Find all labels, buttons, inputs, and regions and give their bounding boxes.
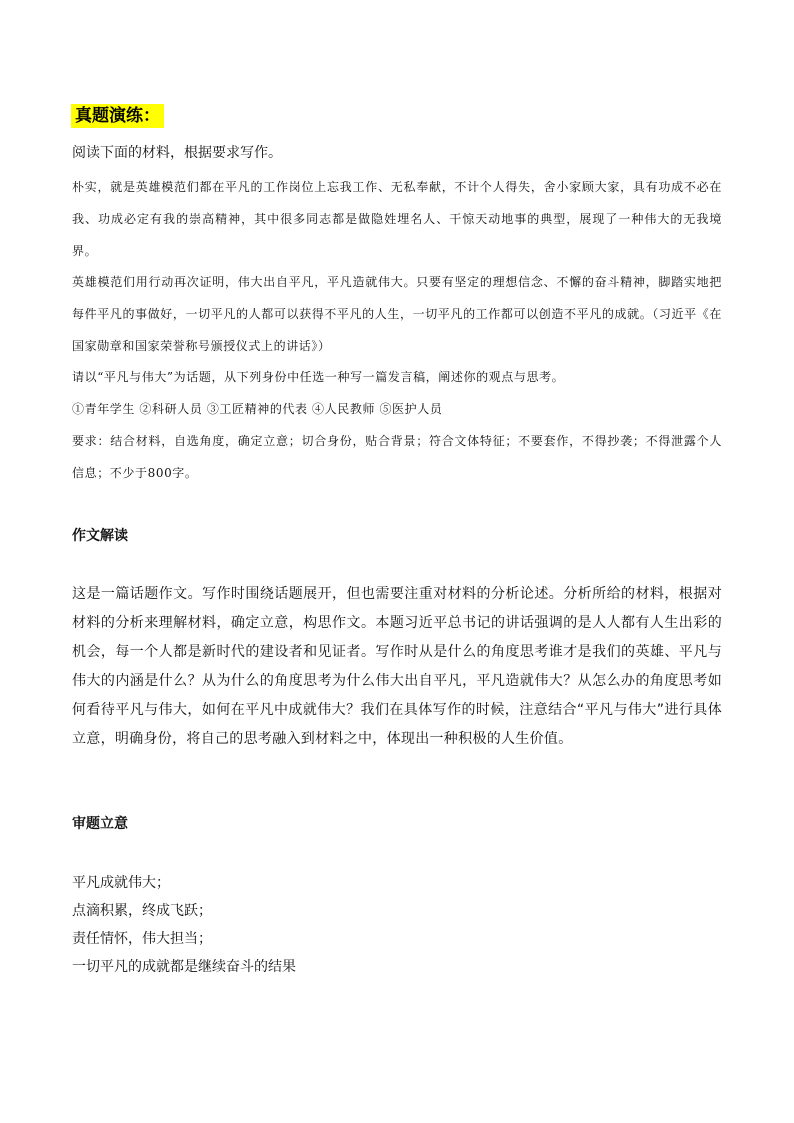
list-item: 一切平凡的成就都是继续奋斗的结果: [72, 959, 296, 975]
list-item: 点滴积累，终成飞跃；: [72, 903, 212, 919]
role-options: ①青年学生 ②科研人员 ③工匠精神的代表 ④人民教师 ⑤医护人员: [72, 402, 443, 416]
intro-instruction: 阅读下面的材料，根据要求写作。: [72, 145, 282, 161]
section-title-theme: 审题立意: [72, 816, 128, 832]
analysis-paragraph: 这是一篇话题作文。写作时围绕话题展开，但也需要注重对材料的分析论述。分析所给的材料，根据对材料的分析来理解材料，确定立意，构思作文。本题习近平总书记的讲话强调的是人人都有人生出彩的机会，每一个人都是新时代的建设者和见证者。写作时从是什么的角度思考谁才是我们的英雄、平凡与伟大的内涵是什么？从为什么的角度思考为什么伟大出自平凡，平凡造就伟大？从怎么办的角度思考如何看待平凡与伟大，如何在平凡中成就伟大？我们在具体写作的时候，注意结合“平凡与伟大”进行具体立意，明确身份，将自己的思考融入到材料之中，体现出一种积极的人生价值。: [72, 586, 722, 747]
material-paragraph-2: 英雄模范们用行动再次证明，伟大出自平凡，平凡造就伟大。只要有坚定的理想信念、不懈的奋斗精神，脚踏实地把每件平凡的事做好，一切平凡的人都可以获得不平凡的人生，一切平凡的工作都可以创造不平凡的成就。（习近平《在国家勋章和国家荣誉称号颁授仪式上的讲话》）: [72, 275, 722, 353]
theme-points-list: [72, 869, 296, 981]
material-paragraph-1: 朴实，就是英雄模范们都在平凡的工作岗位上忘我工作、无私奉献，不计个人得失，舍小家顾大家，具有功成不必在我、功成必定有我的崇高精神，其中很多同志都是做隐姓埋名人、干惊天动地事的典型，展现了一种伟大的无我境界。: [72, 180, 722, 258]
list-item: 责任情怀，伟大担当；: [72, 931, 212, 947]
writing-task: 请以“平凡与伟大”为话题，从下列身份中任选一种写一篇发言稿，阐述你的观点与思考。: [72, 370, 565, 384]
section-heading-highlighted: 真题演练：: [71, 104, 164, 128]
section-title-analysis: 作文解读: [72, 528, 128, 544]
list-item: 平凡成就伟大；: [72, 875, 170, 891]
writing-requirements: 要求：结合材料，自选角度，确定立意；切合身份，贴合背景；符合文体特征；不要套作，不得抄袭；不得泄露个人信息；不少于800字。: [72, 434, 722, 480]
